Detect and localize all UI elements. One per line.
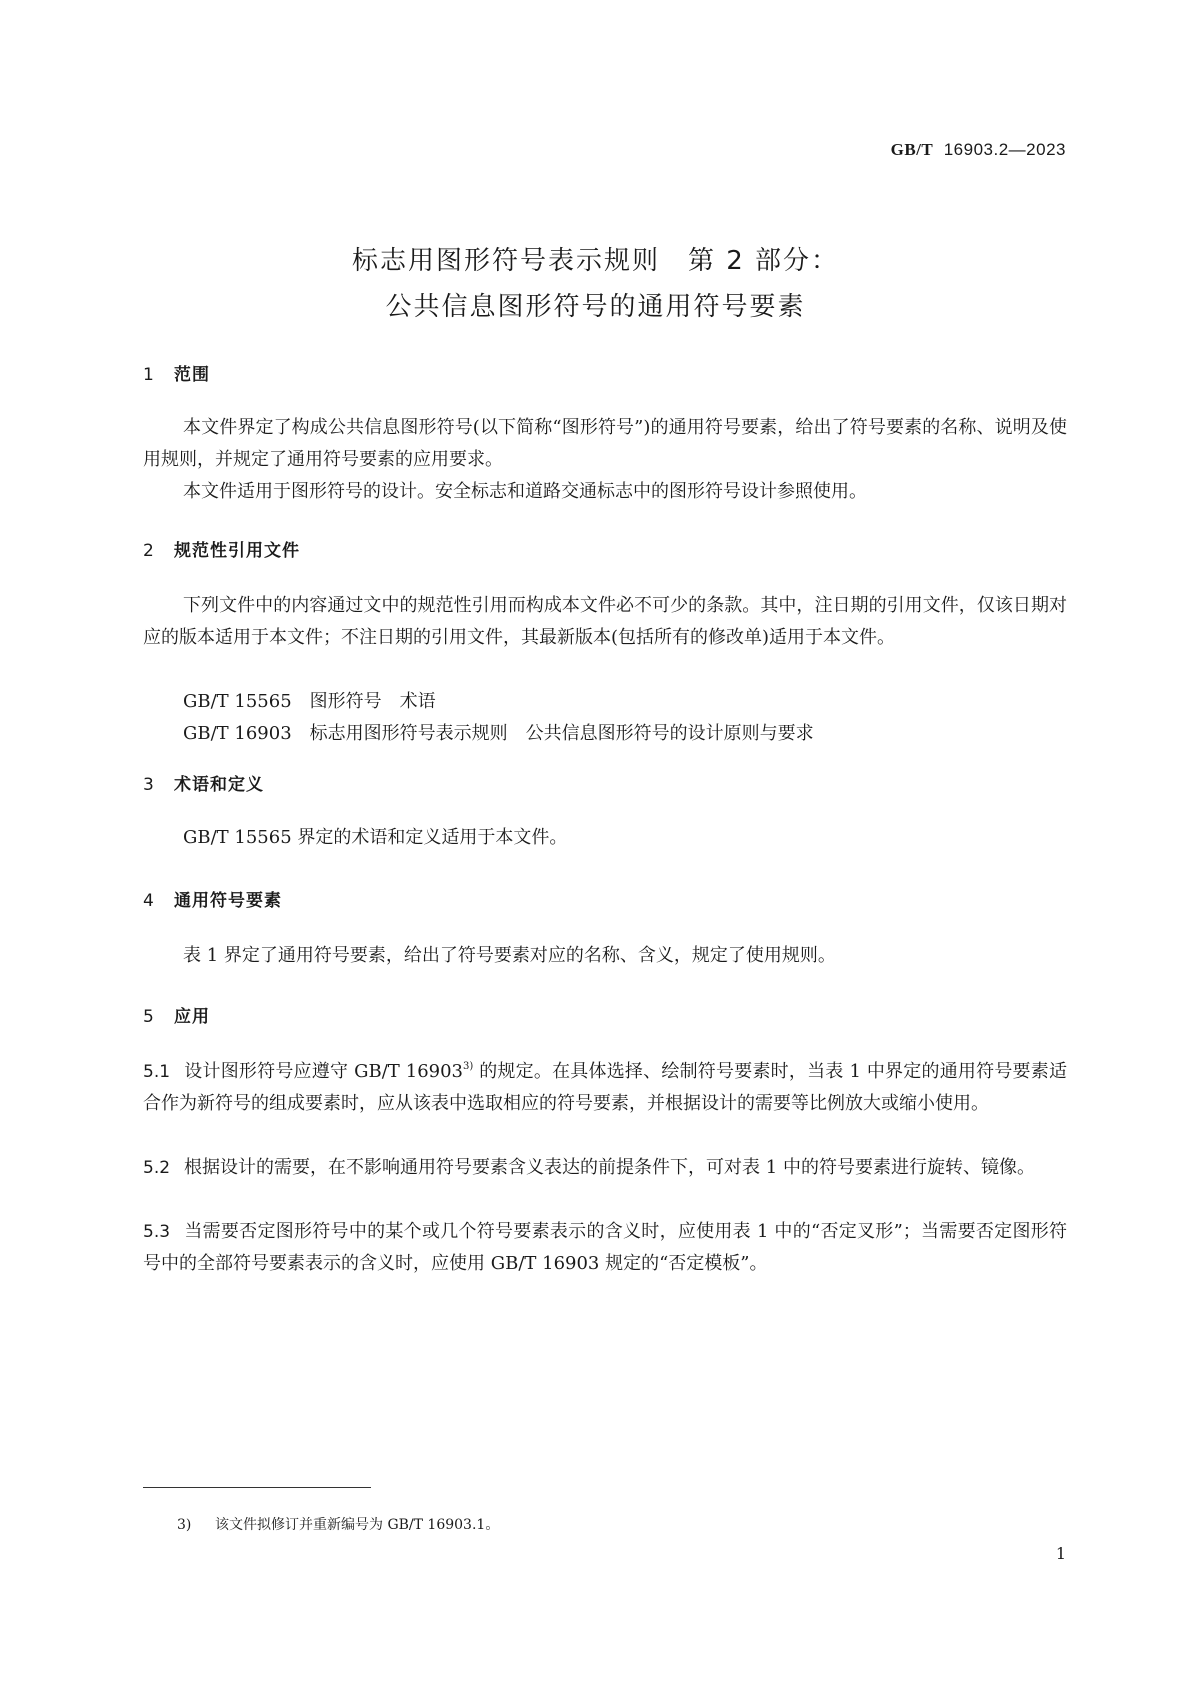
clause-text: 设计图形符号应遵守 GB/T 16903	[184, 1061, 464, 1082]
section-number: 3	[143, 775, 155, 795]
section-number: 4	[143, 891, 155, 911]
clause-text: 根据设计的需要，在不影响通用符号要素含义表达的前提条件下，可对表 1 中的符号要素进行旋转、镜像。	[184, 1157, 1035, 1178]
clause-text: 当需要否定图形符号中的某个或几个符号要素表示的含义时，应使用表 1 中的“否定叉形”；当需要否定图形符号中的全部符号要素表示的含义时，应使用 GB/T 16903 规定的“否定模板”。	[143, 1221, 1067, 1274]
section-number: 1	[143, 365, 155, 385]
section-heading-common-elements	[143, 886, 282, 911]
page-number: 1	[1055, 1544, 1066, 1563]
section-title: 应用	[174, 1007, 210, 1027]
section-heading-terms	[143, 770, 264, 795]
reference-item: GB/T 15565 图形符号 术语	[183, 691, 436, 712]
section-title: 规范性引用文件	[174, 541, 300, 561]
section-title: 范围	[174, 365, 210, 385]
references-paragraph: 下列文件中的内容通过文中的规范性引用而构成本文件必不可少的条款。其中，注日期的引用文件，仅该日期对应的版本适用于本文件；不注日期的引用文件，其最新版本(包括所有的修改单)适用于本文件。	[143, 595, 1067, 648]
section-title: 通用符号要素	[174, 891, 282, 911]
section-heading-scope	[143, 360, 210, 385]
terms-paragraph: GB/T 15565 界定的术语和定义适用于本文件。	[183, 827, 568, 848]
clause-number: 5.1	[143, 1062, 171, 1082]
clause-number: 5.3	[143, 1222, 171, 1242]
reference-item: GB/T 16903 标志用图形符号表示规则 公共信息图形符号的设计原则与要求	[183, 723, 814, 744]
footnote-reference: 3)	[463, 1061, 474, 1072]
section-number: 2	[143, 541, 155, 561]
clause-5-1	[143, 1056, 1067, 1120]
section-heading-application	[143, 1002, 210, 1027]
clause-number: 5.2	[143, 1158, 171, 1178]
clause-text: 的规定。在具体选择、绘制符号要素时，当表 1 中界定的通用符号要素适合作为新符号的组成要素时，应从该表中选取相应的符号要素，并根据设计的需要等比例放大或缩小使用。	[143, 1061, 1067, 1114]
document-title-line-1: 标志用图形符号表示规则 第 2 部分：	[351, 246, 840, 276]
section-number: 5	[143, 1007, 155, 1027]
document-code-number: 16903.2—2023	[943, 140, 1066, 159]
document-code	[891, 140, 1066, 160]
common-elements-paragraph: 表 1 界定了通用符号要素，给出了符号要素对应的名称、含义，规定了使用规则。	[183, 945, 836, 966]
footnote-mark: 3)	[177, 1517, 192, 1533]
section-title: 术语和定义	[174, 775, 264, 795]
clause-5-2	[143, 1152, 1067, 1184]
document-title-line-2: 公共信息图形符号的通用符号要素	[385, 292, 806, 322]
footnote	[177, 1514, 499, 1536]
scope-paragraph-2: 本文件适用于图形符号的设计。安全标志和道路交通标志中的图形符号设计参照使用。	[183, 481, 867, 502]
footnote-divider	[143, 1487, 371, 1488]
scope-paragraph-1: 本文件界定了构成公共信息图形符号(以下简称“图形符号”)的通用符号要素，给出了符号要素的名称、说明及使用规则，并规定了通用符号要素的应用要求。	[143, 417, 1067, 470]
footnote-text: 该文件拟修订并重新编号为 GB/T 16903.1。	[215, 1517, 500, 1533]
section-heading-normative-references	[143, 536, 300, 561]
document-code-prefix: GB/T	[890, 140, 934, 159]
clause-5-3	[143, 1216, 1067, 1280]
